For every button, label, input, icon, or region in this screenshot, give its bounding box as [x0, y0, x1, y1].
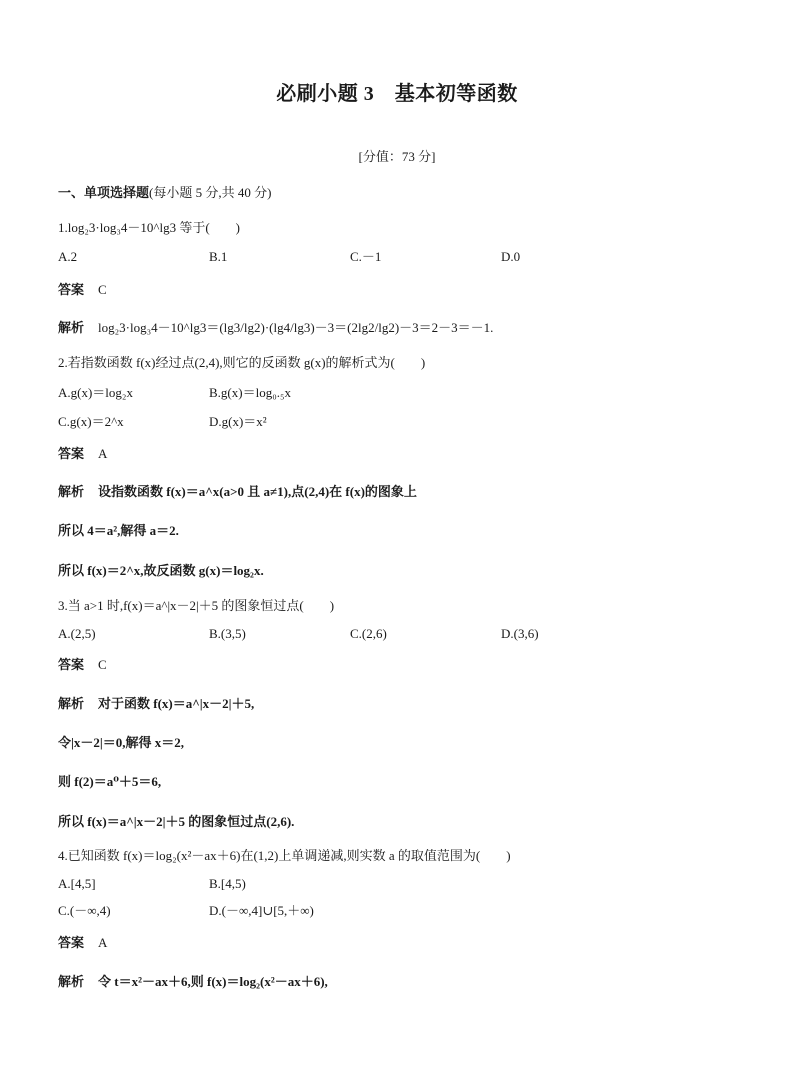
analysis-text: 令 t＝x²－ax＋6,则 f(x)＝log₂(x²－ax＋6), — [98, 974, 328, 989]
question-2-stem: 2.若指数函数 f(x)经过点(2,4),则它的反函数 g(x)的解析式为( ) — [58, 355, 426, 370]
option-a: A.g(x)＝log₂x — [58, 385, 133, 400]
question-3-analysis-line: 所以 f(x)＝a^|x－2|＋5 的图象恒过点(2,6). — [58, 814, 295, 829]
question-2-answer — [58, 446, 107, 462]
option-c: C.－1 — [350, 249, 382, 264]
option-c: C.(－∞,4) — [58, 903, 111, 918]
question-4-stem: 4.已知函数 f(x)＝log₂(x²－ax＋6)在(1,2)上单调递减,则实数 a 的取值范围为( ) — [58, 848, 511, 863]
analysis-label: 解析 — [58, 320, 85, 335]
option-b: B.g(x)＝log₀.₅x — [209, 385, 292, 400]
option-d: D.g(x)＝x² — [209, 414, 267, 429]
question-3-options — [58, 626, 738, 642]
option-a: A.[4,5] — [58, 876, 96, 891]
question-4-options-row1 — [58, 876, 738, 892]
option-d: D.(3,6) — [501, 626, 539, 641]
question-1-stem: 1.log₂3·log₃4－10^lg3 等于( ) — [58, 220, 240, 235]
option-d: D.0 — [501, 249, 521, 264]
question-2-options-row2 — [58, 414, 738, 430]
question-1-analysis — [58, 320, 493, 336]
answer-label: 答案 — [58, 446, 85, 461]
analysis-text: log₂3·log₃4－10^lg3＝(lg3/lg2)·(lg4/lg3)－3＝(2lg2/lg2)－3＝2－3＝－1. — [98, 320, 494, 335]
option-c: C.(2,6) — [350, 626, 387, 641]
question-2-options-row1 — [58, 385, 738, 401]
section-title: 一、单项选择题 — [58, 185, 150, 200]
option-a: A.2 — [58, 249, 78, 264]
option-c: C.g(x)＝2^x — [58, 414, 124, 429]
question-3-answer — [58, 657, 107, 673]
option-b: B.1 — [209, 249, 228, 264]
question-2-analysis-line: 所以 4＝a²,解得 a＝2. — [58, 523, 179, 538]
option-d: D.(－∞,4]∪[5,＋∞) — [209, 903, 314, 918]
answer-value: A — [98, 935, 108, 950]
answer-label: 答案 — [58, 935, 85, 950]
analysis-label: 解析 — [58, 484, 85, 499]
answer-label: 答案 — [58, 282, 85, 297]
option-a: A.(2,5) — [58, 626, 96, 641]
answer-label: 答案 — [58, 657, 85, 672]
section-note: (每小题 5 分,共 40 分) — [149, 185, 272, 200]
question-4-answer — [58, 935, 107, 951]
option-b: B.(3,5) — [209, 626, 246, 641]
analysis-text: 设指数函数 f(x)＝a^x(a>0 且 a≠1),点(2,4)在 f(x)的图象上 — [98, 484, 417, 499]
section-heading — [58, 185, 271, 201]
option-b: B.[4,5) — [209, 876, 246, 891]
answer-value: C — [98, 282, 107, 297]
score-label: [分值：73 分] — [358, 149, 436, 164]
question-1-answer — [58, 282, 107, 298]
question-4-options-row2 — [58, 903, 738, 919]
answer-value: A — [98, 446, 108, 461]
question-3-analysis-line: 则 f(2)＝a⁰＋5＝6, — [58, 774, 162, 789]
question-3-stem: 3.当 a>1 时,f(x)＝a^|x－2|＋5 的图象恒过点( ) — [58, 598, 335, 613]
analysis-text: 对于函数 f(x)＝a^|x－2|＋5, — [98, 696, 255, 711]
question-3-analysis — [58, 696, 254, 712]
question-2-analysis-line: 所以 f(x)＝2^x,故反函数 g(x)＝log₂x. — [58, 563, 264, 578]
question-2-analysis — [58, 484, 417, 500]
question-1-options — [58, 249, 738, 265]
answer-value: C — [98, 657, 107, 672]
analysis-label: 解析 — [58, 696, 85, 711]
analysis-label: 解析 — [58, 974, 85, 989]
question-3-analysis-line: 令|x－2|＝0,解得 x＝2, — [58, 735, 184, 750]
page-title: 必刷小题 3 基本初等函数 — [276, 83, 518, 105]
question-4-analysis — [58, 974, 328, 990]
